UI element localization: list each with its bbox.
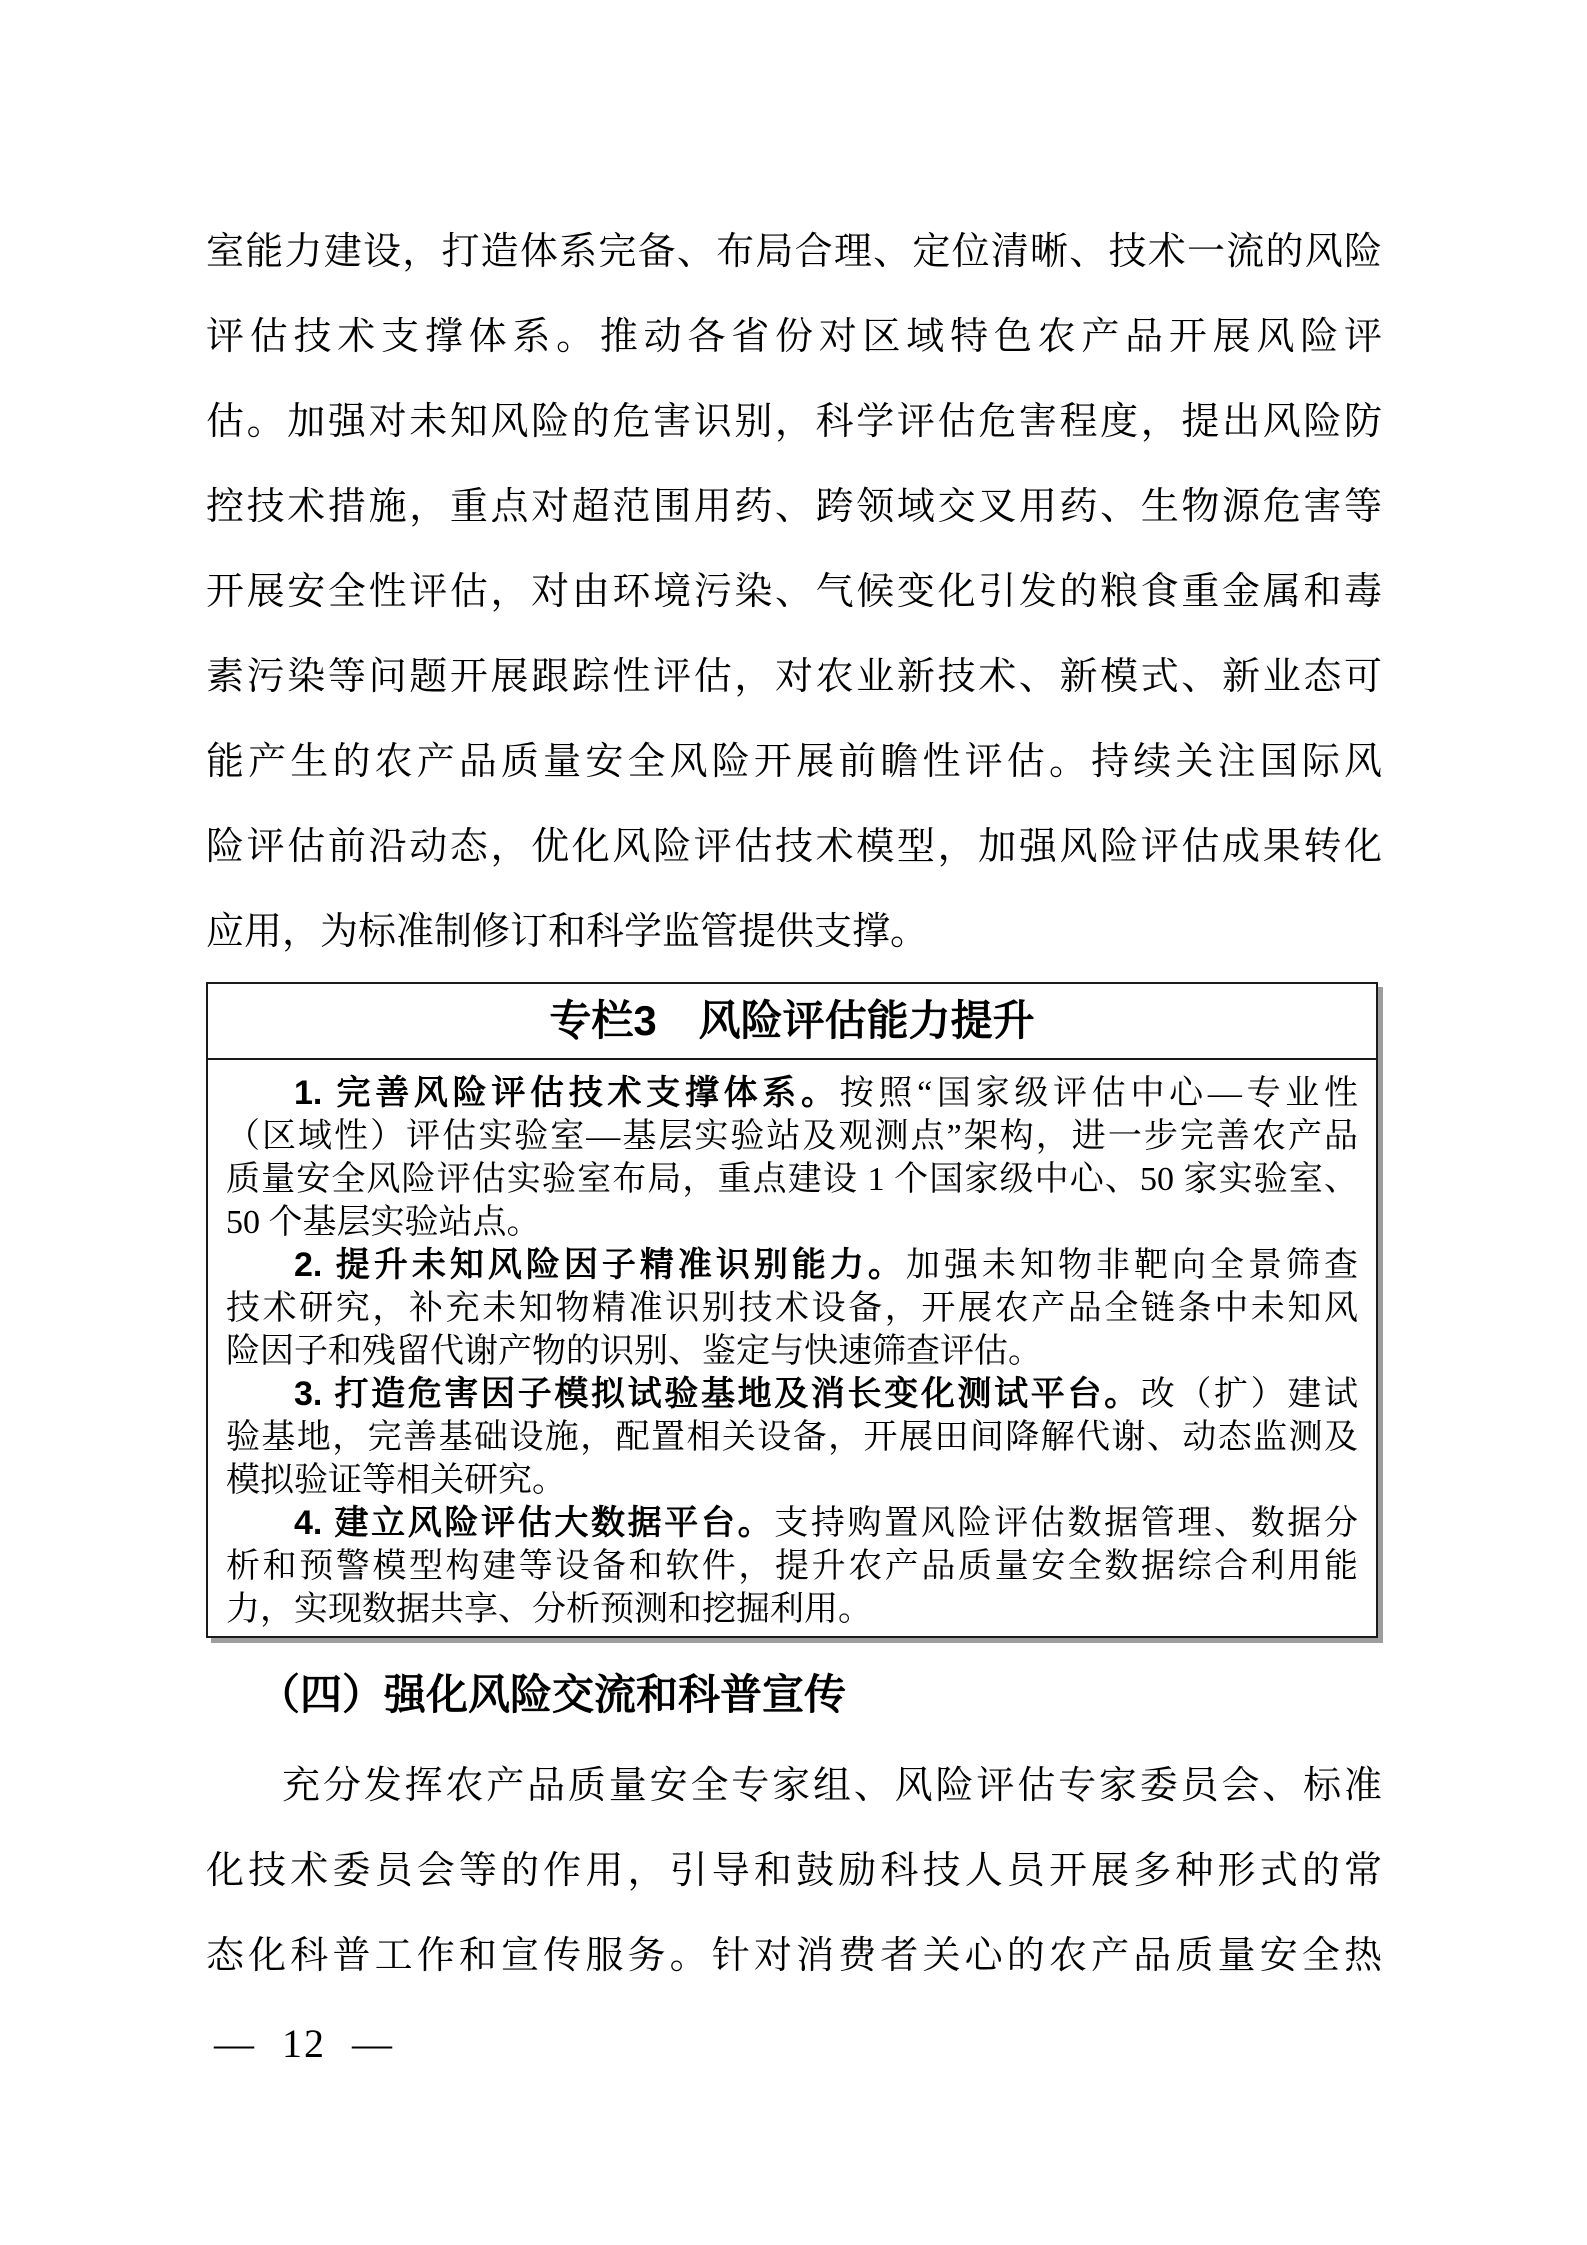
- text-line: 化技术委员会等的作用，引导和鼓励科技人员开展多种形式的常: [206, 1850, 1382, 1892]
- box-item-lead: 4. 建立风险评估大数据平台。: [294, 1504, 775, 1542]
- section-heading-4: （四）强化风险交流和科普宣传: [258, 1673, 847, 1719]
- box-item-text: 按照“国家级评估中心—专业性: [839, 1075, 1358, 1112]
- text-line: 评估技术支撑体系。推动各省份对区域特色农产品开展风险评: [206, 316, 1382, 358]
- box-item-line: [226, 1502, 1358, 1545]
- text-line: 室能力建设，打造体系完备、布局合理、定位清晰、技术一流的风险: [206, 231, 1382, 273]
- column-box-header: [208, 984, 1376, 1060]
- box-item-lead: 2. 提升未知风险因子精准识别能力。: [294, 1246, 906, 1284]
- box-item-line: 险因子和残留代谢产物的识别、鉴定与快速筛查评估。: [226, 1333, 1042, 1370]
- text-line: 开展安全性评估，对由环境污染、气候变化引发的粮食重金属和毒: [206, 571, 1382, 613]
- text-line: 素污染等问题开展跟踪性评估，对农业新技术、新模式、新业态可: [206, 656, 1382, 698]
- text-line: 控技术措施，重点对超范围用药、跨领域交叉用药、生物源危害等: [206, 486, 1382, 528]
- text-line: 能产生的农产品质量安全风险开展前瞻性评估。持续关注国际风: [206, 741, 1382, 783]
- column-box-body: [208, 1060, 1376, 1631]
- text-line: 应用，为标准制修订和科学监管提供支撑。: [206, 911, 929, 953]
- box-item-line: 50 个基层实验站点。: [226, 1204, 541, 1241]
- column-box-3: [206, 982, 1378, 1638]
- page-number: — 12 —: [214, 2021, 394, 2066]
- box-item-line: 质量安全风险评估实验室布局，重点建设 1 个国家级中心、50 家实验室、: [226, 1161, 1358, 1198]
- text-line: 险评估前沿动态，优化风险评估技术模型，加强风险评估成果转化: [206, 826, 1382, 868]
- box-item-text: 改（扩）建试: [1140, 1376, 1358, 1413]
- box-item-lead: 1. 完善风险评估技术支撑体系。: [294, 1074, 840, 1112]
- box-item-line: [226, 1373, 1358, 1416]
- text-line: 充分发挥农产品质量安全专家组、风险评估专家委员会、标准: [282, 1765, 1382, 1807]
- box-item-line: [226, 1072, 1358, 1115]
- paragraph-risk-assessment: [206, 210, 1382, 975]
- box-item-line: （区域性）评估实验室—基层实验站及观测点”架构，进一步完善农产品: [226, 1118, 1358, 1155]
- box-item-line: 验基地，完善基础设施，配置相关设备，开展田间降解代谢、动态监测及: [226, 1419, 1358, 1456]
- box-item-line: 模拟验证等相关研究。: [226, 1462, 566, 1499]
- box-item-line: [226, 1244, 1358, 1287]
- box-item-line: 技术研究，补充未知物精准识别技术设备，开展农产品全链条中未知风: [226, 1290, 1358, 1327]
- box-item-text: 支持购置风险评估数据管理、数据分: [774, 1505, 1358, 1542]
- text-line: 估。加强对未知风险的危害识别，科学评估危害程度，提出风险防: [206, 401, 1382, 443]
- box-item-line: 力，实现数据共享、分析预测和挖掘利用。: [226, 1591, 872, 1628]
- text-line: 态化科普工作和宣传服务。针对消费者关心的农产品质量安全热: [206, 1935, 1382, 1977]
- column-box-title: 专栏3 风险评估能力提升: [549, 997, 1035, 1044]
- box-item-line: 析和预警模型构建等设备和软件，提升农产品质量安全数据综合利用能: [226, 1548, 1358, 1585]
- box-item-lead: 3. 打造危害因子模拟试验基地及消长变化测试平台。: [294, 1375, 1141, 1413]
- paragraph-risk-communication: [206, 1744, 1382, 1999]
- box-item-text: 加强未知物非靶向全景筛查: [905, 1247, 1358, 1284]
